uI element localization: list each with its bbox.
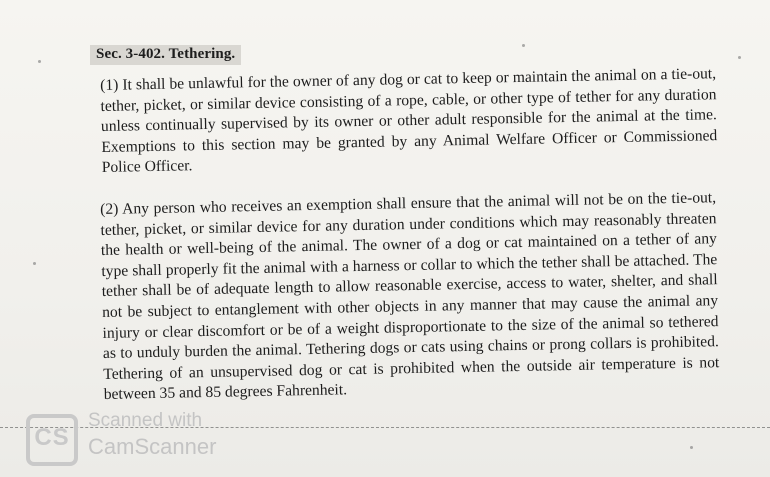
paragraph-1: [100, 64, 718, 179]
paragraph-1-text: (1) It shall be unlawful for the owner of any dog or cat to keep or maintain the animal on a tie-out, tether, picket, or similar device consisting of a rope, cable, or other type of tether for any duration unless continually supervised by its owner or other adult responsible for the animal at the time. Exemptions to this section may be granted by any Animal Welfare Officer or Commissioned Police Officer.: [100, 65, 718, 177]
watermark-line-2: CamScanner: [88, 434, 217, 459]
camscanner-logo-icon: [26, 414, 78, 466]
paragraph-2: [100, 188, 720, 406]
scan-speck: [33, 262, 36, 265]
camscanner-watermark: [18, 408, 238, 468]
scan-speck: [38, 60, 41, 63]
section-heading: Sec. 3-402. Tethering.: [90, 45, 241, 65]
paragraph-2-text: (2) Any person who receives an exemption shall ensure that the animal will not be on the tie-out, tether, picket, or similar device for any duration under conditions which may reasonably threaten the health or well-being of the animal. The owner of a dog or cat maintained on a tether of any type shall properly fit the animal with a harness or collar to which the tether shall be attached. The tether shall be of adequate length to allow reasonable exercise, access to water, shelter, and shall not be subject to entanglement with other objects in any manner that may cause the animal any injury or clear discomfort or be of a weight disproportionate to the size of the animal so tethered as to unduly burden the animal. Tethering dogs or cats using chains or prong collars is prohibited. Tethering of an unsupervised dog or cat is prohibited when the outside air temperature is not between 35 and 85 degrees Fahrenheit.: [100, 189, 720, 404]
camscanner-logo-text: CS: [34, 424, 70, 451]
watermark-line-1: Scanned with: [88, 410, 203, 431]
scan-speck: [738, 56, 741, 59]
scan-speck: [522, 44, 525, 47]
scan-speck: [690, 446, 693, 449]
